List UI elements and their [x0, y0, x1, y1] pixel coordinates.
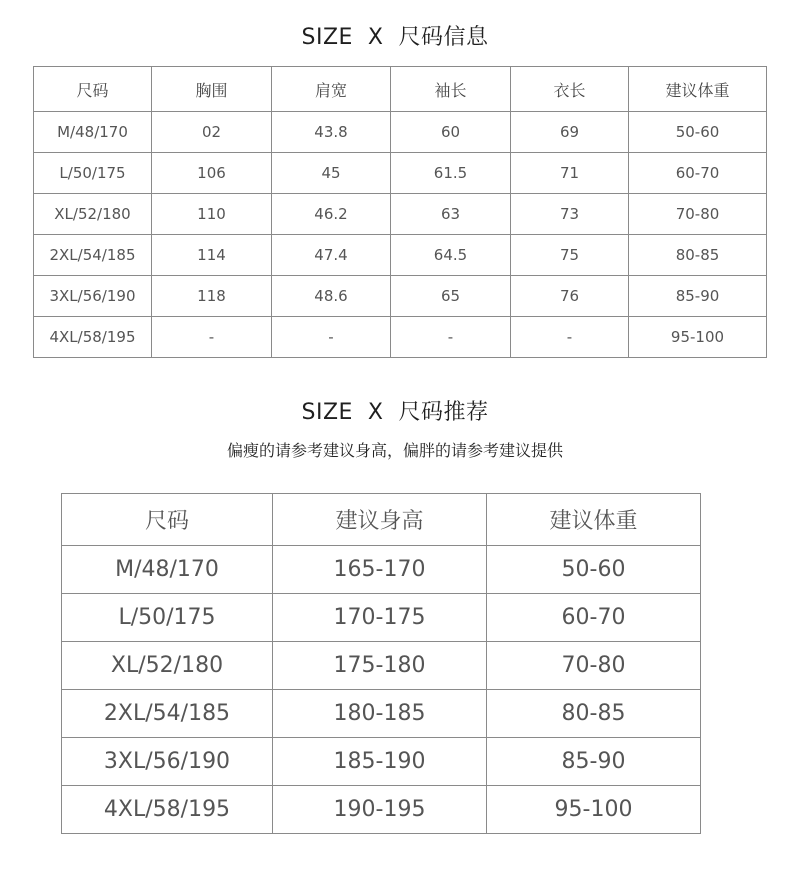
size-info-table — [33, 66, 767, 358]
table-row — [34, 153, 767, 194]
header-size: 尺码 — [34, 67, 152, 112]
cell-size: L/50/175 — [34, 153, 152, 194]
header-shoulder: 肩宽 — [272, 67, 391, 112]
cell-weight: 60-70 — [629, 153, 767, 194]
table-row — [34, 112, 767, 153]
cell-weight: 95-100 — [487, 786, 701, 834]
table-row — [62, 690, 701, 738]
cell-length: - — [511, 317, 629, 358]
cell-size: 2XL/54/185 — [62, 690, 273, 738]
cell-weight: 85-90 — [487, 738, 701, 786]
cell-sleeve: - — [391, 317, 511, 358]
cell-weight: 80-85 — [629, 235, 767, 276]
table-row — [34, 317, 767, 358]
cell-size: L/50/175 — [62, 594, 273, 642]
header-weight: 建议体重 — [487, 494, 701, 546]
cell-length: 76 — [511, 276, 629, 317]
cell-weight: 50-60 — [629, 112, 767, 153]
size-info-header-row — [34, 67, 767, 112]
cell-size: XL/52/180 — [34, 194, 152, 235]
cell-chest: 106 — [152, 153, 272, 194]
cell-chest: - — [152, 317, 272, 358]
cell-size: M/48/170 — [62, 546, 273, 594]
cell-sleeve: 63 — [391, 194, 511, 235]
table-row — [34, 235, 767, 276]
header-size: 尺码 — [62, 494, 273, 546]
size-recommend-note: 偏瘦的请参考建议身高，偏胖的请参考建议提供 — [226, 441, 563, 460]
cell-length: 75 — [511, 235, 629, 276]
size-recommend-header-row — [62, 494, 701, 546]
cell-shoulder: - — [272, 317, 391, 358]
size-recommend-title: SIZE X 尺码推荐 — [301, 400, 489, 425]
cell-size: 4XL/58/195 — [62, 786, 273, 834]
cell-height: 170-175 — [273, 594, 487, 642]
cell-sleeve: 65 — [391, 276, 511, 317]
cell-weight: 70-80 — [487, 642, 701, 690]
table-row — [62, 546, 701, 594]
size-recommend-table — [61, 493, 701, 834]
cell-shoulder: 48.6 — [272, 276, 391, 317]
cell-height: 175-180 — [273, 642, 487, 690]
table-row — [34, 276, 767, 317]
header-weight: 建议体重 — [629, 67, 767, 112]
cell-shoulder: 47.4 — [272, 235, 391, 276]
cell-size: M/48/170 — [34, 112, 152, 153]
cell-size: XL/52/180 — [62, 642, 273, 690]
size-info-title: SIZE X 尺码信息 — [301, 25, 489, 50]
cell-sleeve: 60 — [391, 112, 511, 153]
cell-weight: 50-60 — [487, 546, 701, 594]
cell-chest: 118 — [152, 276, 272, 317]
table-row — [34, 194, 767, 235]
cell-size: 3XL/56/190 — [34, 276, 152, 317]
cell-weight: 95-100 — [629, 317, 767, 358]
table-row — [62, 786, 701, 834]
cell-shoulder: 45 — [272, 153, 391, 194]
cell-chest: 114 — [152, 235, 272, 276]
cell-length: 69 — [511, 112, 629, 153]
cell-length: 71 — [511, 153, 629, 194]
cell-chest: 110 — [152, 194, 272, 235]
table-row — [62, 738, 701, 786]
cell-length: 73 — [511, 194, 629, 235]
header-sleeve: 袖长 — [391, 67, 511, 112]
cell-sleeve: 61.5 — [391, 153, 511, 194]
cell-height: 185-190 — [273, 738, 487, 786]
cell-size: 4XL/58/195 — [34, 317, 152, 358]
table-row — [62, 642, 701, 690]
cell-height: 165-170 — [273, 546, 487, 594]
cell-height: 180-185 — [273, 690, 487, 738]
table-row — [62, 594, 701, 642]
cell-sleeve: 64.5 — [391, 235, 511, 276]
header-height: 建议身高 — [273, 494, 487, 546]
cell-size: 2XL/54/185 — [34, 235, 152, 276]
cell-shoulder: 43.8 — [272, 112, 391, 153]
header-length: 衣长 — [511, 67, 629, 112]
cell-weight: 70-80 — [629, 194, 767, 235]
header-chest: 胸围 — [152, 67, 272, 112]
cell-chest: 02 — [152, 112, 272, 153]
cell-weight: 85-90 — [629, 276, 767, 317]
cell-height: 190-195 — [273, 786, 487, 834]
cell-weight: 80-85 — [487, 690, 701, 738]
cell-weight: 60-70 — [487, 594, 701, 642]
cell-shoulder: 46.2 — [272, 194, 391, 235]
cell-size: 3XL/56/190 — [62, 738, 273, 786]
